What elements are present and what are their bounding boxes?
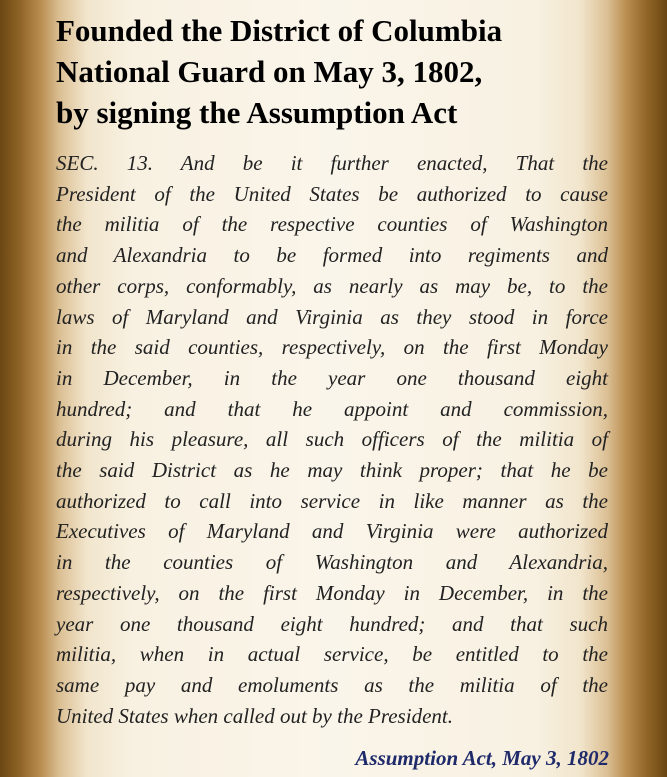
quote-line: in the counties of Washington and Alexandria, [56, 550, 608, 575]
quote-line: during his pleasure, all such officers of the militia of [56, 427, 608, 452]
quote-line: the militia of the respective counties of Washington [56, 212, 608, 237]
quote-line: same pay and emoluments as the militia of the [56, 672, 608, 697]
quote-line: authorized to call into service in like manner as the [56, 488, 608, 513]
quote-line: respectively, on the first Monday in December, in the [56, 580, 608, 605]
quote-line: Executives of Maryland and Virginia were authorized [56, 519, 608, 544]
heading-line: by signing the Assumption Act [56, 95, 458, 130]
quote-line: United States when called out by the President. [56, 703, 453, 728]
quote-line: other corps, conformably, as nearly as may be, to the [56, 273, 608, 298]
quote-line: SEC. 13. And be it further enacted, That the [56, 151, 608, 175]
quote-line: year one thousand eight hundred; and that such [56, 611, 608, 636]
quote-line: hundred; and that he appoint and commission, [56, 396, 608, 421]
quote-line: laws of Maryland and Virginia as they stood in force [56, 304, 608, 329]
quote-line: militia, when in actual service, be entitled to the [56, 642, 608, 667]
heading [56, 10, 616, 133]
quote-text [56, 148, 608, 731]
quote-line: in the said counties, respectively, on the first Monday [56, 335, 608, 360]
quote-line: and Alexandria to be formed into regiments and [56, 243, 608, 268]
citation: Assumption Act, May 3, 1802 [355, 746, 609, 770]
quote-line: in December, in the year one thousand eight [56, 365, 608, 390]
quote-line: the said District as he may think proper; that he be [56, 458, 608, 483]
heading-line: National Guard on May 3, 1802, [56, 54, 483, 89]
heading-line: Founded the District of Columbia [56, 13, 503, 48]
quote-line: President of the United States be authorized to cause [56, 181, 608, 206]
